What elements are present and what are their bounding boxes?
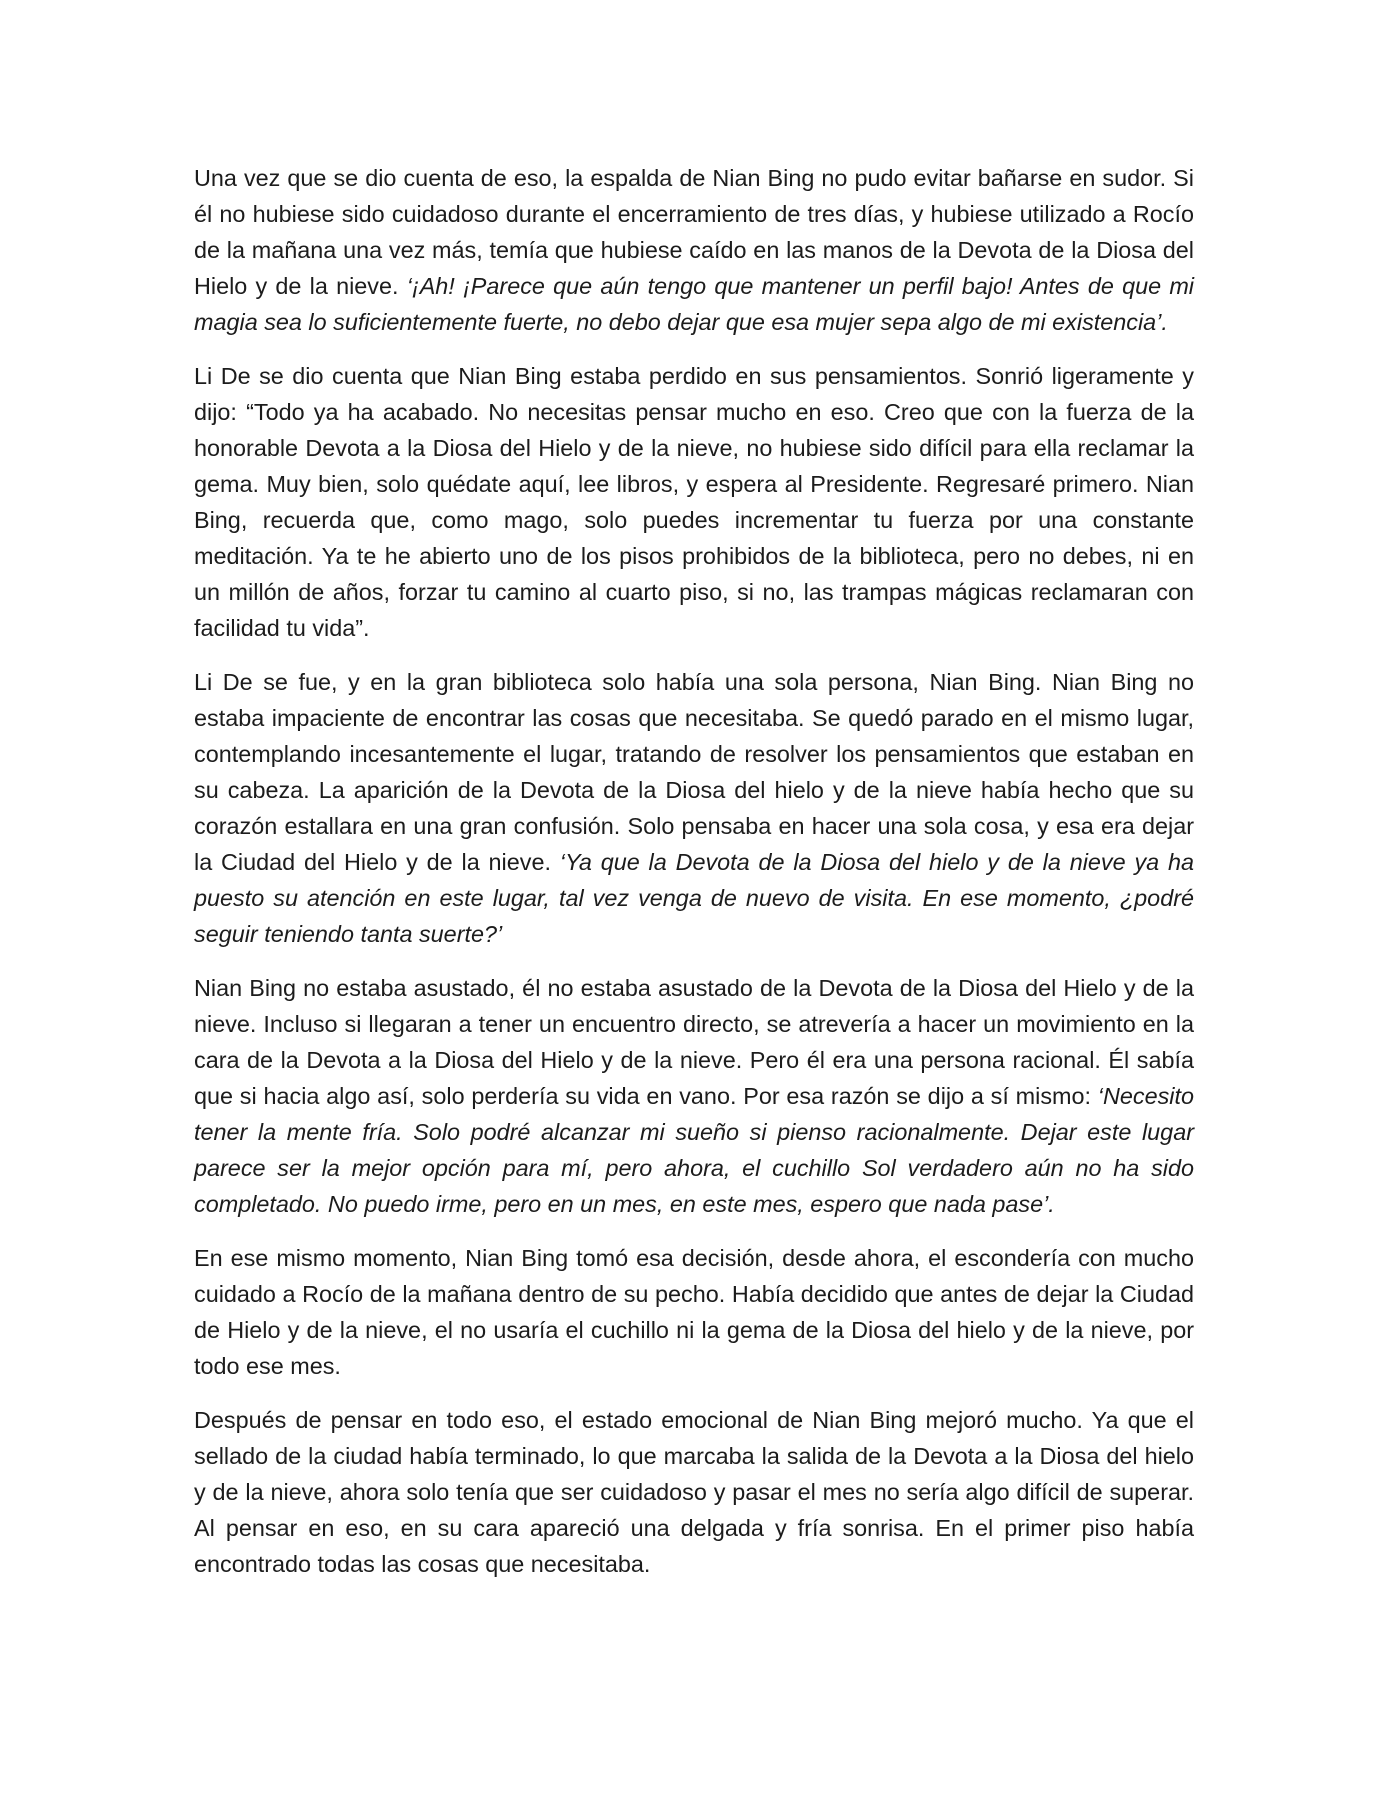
paragraph-3-text: Li De se fue, y en la gran biblioteca solo había una sola persona, Nian Bing. Nian Bing no estaba impaciente de encontrar las cosas que necesitaba. Se quedó parado en el mismo lugar, contemplando incesantemente el lugar, tratando de resolver los pensamientos que estaban en su cabeza. La aparición de la Devota de la Diosa del hielo y de la nieve había hecho que su corazón estallara en una gran confusión. Solo pensaba en hacer una sola cosa, y esa era dejar la Ciudad del Hielo y de la nieve.: [194, 669, 1194, 875]
paragraph-1-text: Una vez que se dio cuenta de eso, la espalda de Nian Bing no pudo evitar bañarse en sudor. Si él no hubiese sido cuidadoso durante el encerramiento de tres días, y hubiese utilizado a Rocío de la mañana una vez más, temía que hubiese caído en las manos de la Devota de la Diosa del Hielo y de la nieve.: [194, 165, 1194, 299]
paragraph-1-thought: ‘¡Ah! ¡Parece que aún tengo que mantener un perfil bajo! Antes de que mi magia sea lo suficientemente fuerte, no debo dejar que esa mujer sepa algo de mi existencia’.: [194, 273, 1194, 335]
paragraph-6: [194, 1402, 1194, 1582]
paragraph-6-text: Después de pensar en todo eso, el estado emocional de Nian Bing mejoró mucho. Ya que el sellado de la ciudad había terminado, lo que marcaba la salida de la Devota a la Diosa del hielo y de la nieve, ahora solo tenía que ser cuidadoso y pasar el mes no sería algo difícil de superar. Al pensar en eso, en su cara apareció una delgada y fría sonrisa. En el primer piso había encontrado todas las cosas que necesitaba.: [194, 1407, 1194, 1577]
paragraph-1: [194, 160, 1194, 340]
paragraph-4: [194, 970, 1194, 1222]
document-body: [194, 160, 1194, 1600]
paragraph-4-text: Nian Bing no estaba asustado, él no estaba asustado de la Devota de la Diosa del Hielo y de la nieve. Incluso si llegaran a tener un encuentro directo, se atrevería a hacer un movimiento en la cara de la Devota a la Diosa del Hielo y de la nieve. Pero él era una persona racional. Él sabía que si hacia algo así, solo perdería su vida en vano. Por esa razón se dijo a sí mismo:: [194, 975, 1194, 1109]
paragraph-4-thought: ‘Necesito tener la mente fría. Solo podré alcanzar mi sueño si pienso racionalmente. Dejar este lugar parece ser la mejor opción para mí, pero ahora, el cuchillo Sol verdadero aún no ha sido completado. No puedo irme, pero en un mes, en este mes, espero que nada pase’.: [194, 1083, 1194, 1217]
paragraph-3: [194, 664, 1194, 952]
paragraph-3-thought: ‘Ya que la Devota de la Diosa del hielo y de la nieve ya ha puesto su atención en este lugar, tal vez venga de nuevo de visita. En ese momento, ¿podré seguir teniendo tanta suerte?’: [194, 849, 1194, 947]
paragraph-2-text: Li De se dio cuenta que Nian Bing estaba perdido en sus pensamientos. Sonrió ligeramente y dijo: “Todo ya ha acabado. No necesitas pensar mucho en eso. Creo que con la fuerza de la honorable Devota a la Diosa del Hielo y de la nieve, no hubiese sido difícil para ella reclamar la gema. Muy bien, solo quédate aquí, lee libros, y espera al Presidente. Regresaré primero. Nian Bing, recuerda que, como mago, solo puedes incrementar tu fuerza por una constante meditación. Ya te he abierto uno de los pisos prohibidos de la biblioteca, pero no debes, ni en un millón de años, forzar tu camino al cuarto piso, si no, las trampas mágicas reclamaran con facilidad tu vida”.: [194, 363, 1194, 641]
paragraph-5: [194, 1240, 1194, 1384]
paragraph-2: [194, 358, 1194, 646]
paragraph-5-text: En ese mismo momento, Nian Bing tomó esa decisión, desde ahora, el escondería con mucho cuidado a Rocío de la mañana dentro de su pecho. Había decidido que antes de dejar la Ciudad de Hielo y de la nieve, el no usaría el cuchillo ni la gema de la Diosa del hielo y de la nieve, por todo ese mes.: [194, 1245, 1194, 1379]
